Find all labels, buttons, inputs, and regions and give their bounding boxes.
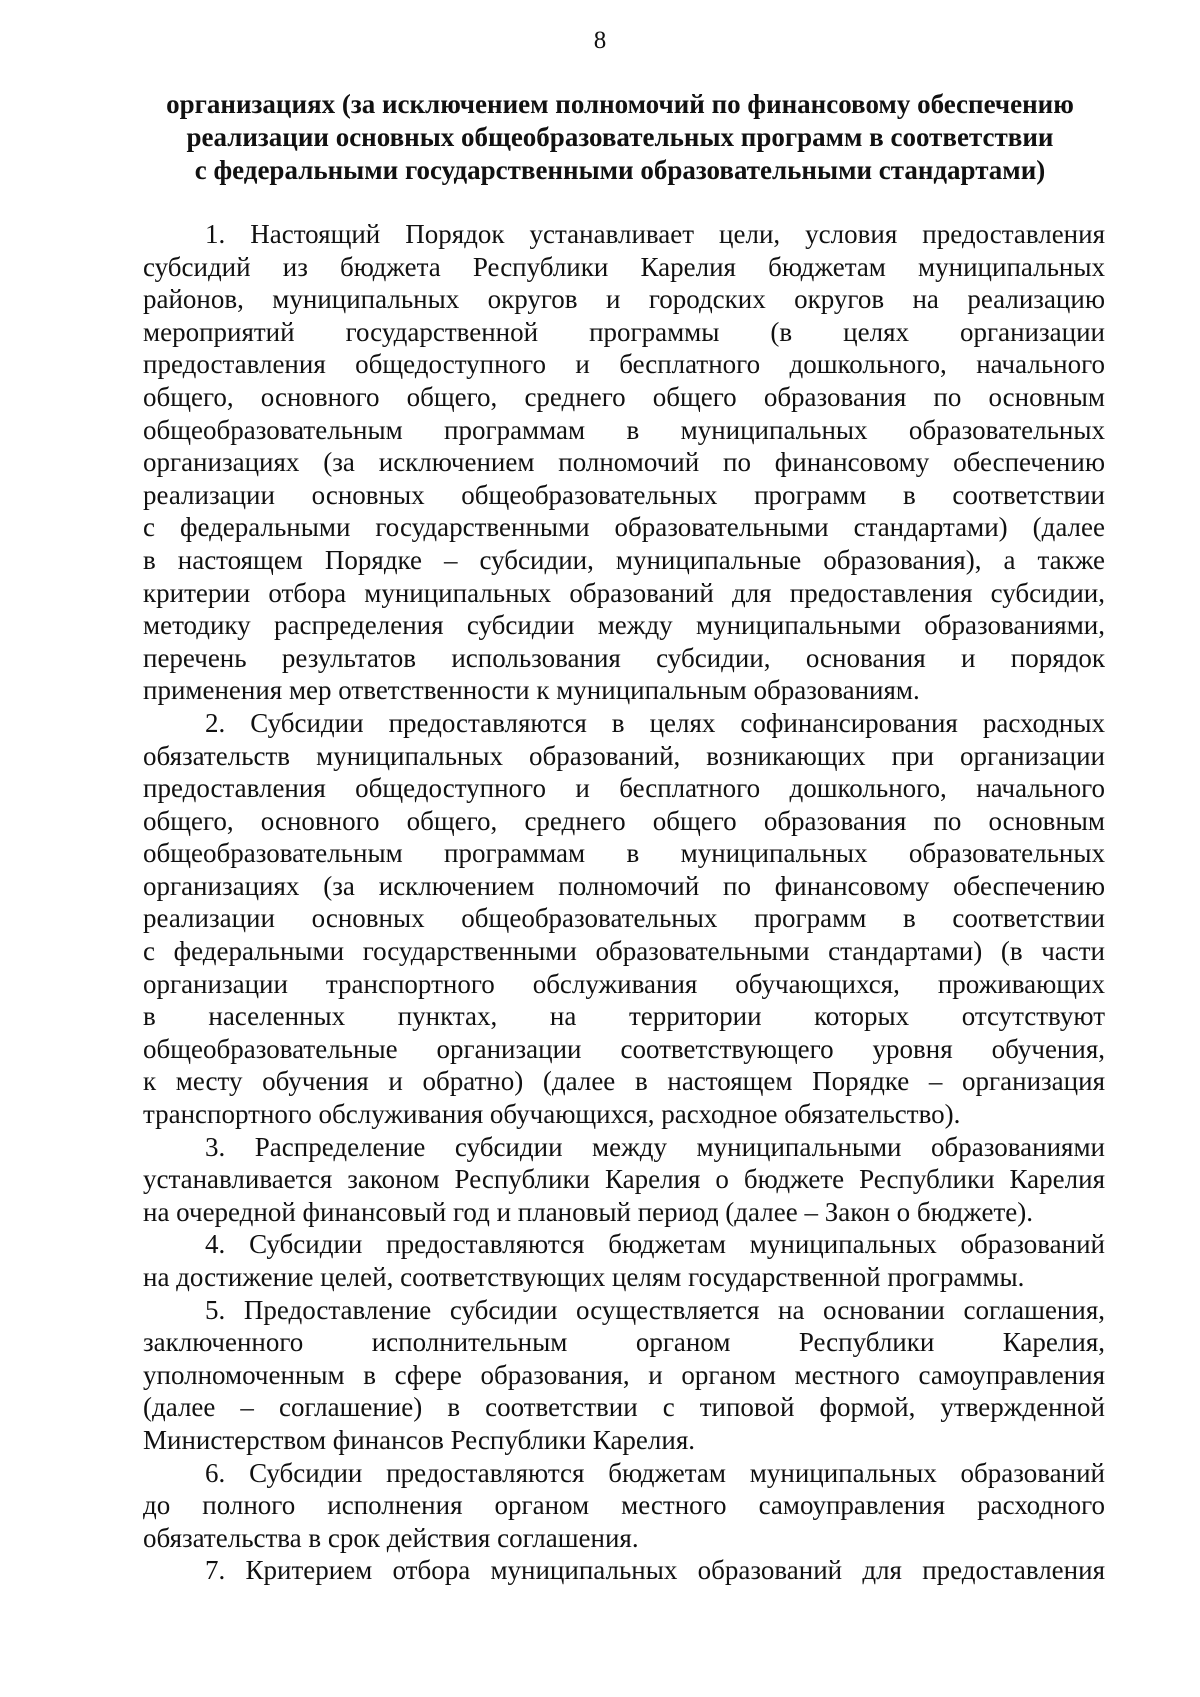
text-line: методику распределения субсидии между муниципальными образованиями,: [143, 610, 1105, 641]
section-heading: [140, 88, 1100, 187]
text-line: мероприятий государственной программы (в целях организации: [143, 316, 1105, 347]
text-line: на очередной финансовый год и плановый период (далее – Закон о бюджете).: [143, 1196, 1033, 1227]
page-number: 8: [593, 27, 607, 54]
text-line: общеобразовательные организации соответствующего уровня обучения,: [143, 1033, 1105, 1064]
text-line: критерии отбора муниципальных образований для предоставления субсидии,: [143, 577, 1105, 608]
heading-line: организациях (за исключением полномочий по финансовому обеспечению: [166, 89, 1074, 119]
paragraph-6: [143, 1457, 1105, 1555]
paragraph-5: [143, 1294, 1105, 1457]
text-line: районов, муниципальных округов и городских округов на реализацию: [143, 284, 1105, 315]
text-line: предоставления общедоступного и бесплатного дошкольного, начального: [143, 349, 1105, 380]
document-body: [143, 218, 1105, 1587]
text-line: 5. Предоставление субсидии осуществляется на основании соглашения,: [205, 1294, 1105, 1325]
paragraph-2: [143, 707, 1105, 1131]
text-line: (далее – соглашение) в соответствии с типовой формой, утвержденной: [143, 1392, 1105, 1423]
text-line: организации транспортного обслуживания обучающихся, проживающих: [143, 968, 1105, 999]
paragraph-7: [143, 1554, 1105, 1587]
paragraph-1: [143, 218, 1105, 707]
text-line: заключенного исполнительным органом Республики Карелия,: [143, 1327, 1105, 1358]
text-line: устанавливается законом Республики Карелия о бюджете Республики Карелия: [143, 1164, 1105, 1195]
text-line: 6. Субсидии предоставляются бюджетам муниципальных образований: [205, 1457, 1105, 1488]
text-line: в населенных пунктах, на территории которых отсутствуют: [143, 1001, 1105, 1032]
text-line: к месту обучения и обратно) (далее в настоящем Порядке – организация: [143, 1066, 1105, 1097]
text-line: обязательства в срок действия соглашения.: [143, 1522, 639, 1553]
text-line: с федеральными государственными образовательными стандартами) (далее: [143, 512, 1105, 543]
text-line: реализации основных общеобразовательных программ в соответствии: [143, 479, 1105, 510]
text-line: 1. Настоящий Порядок устанавливает цели, условия предоставления: [205, 219, 1105, 249]
text-line: предоставления общедоступного и бесплатного дошкольного, начального: [143, 773, 1105, 804]
text-line: общеобразовательным программам в муниципальных образовательных: [143, 838, 1105, 869]
text-line: 7. Критерием отбора муниципальных образований для предоставления: [205, 1555, 1105, 1586]
text-line: перечень результатов использования субсидии, основания и порядок: [143, 642, 1105, 673]
text-line: общего, основного общего, среднего общего образования по основным: [143, 381, 1105, 412]
text-line: на достижение целей, соответствующих целям государственной программы.: [143, 1262, 1025, 1292]
text-line: 4. Субсидии предоставляются бюджетам муниципальных образований: [205, 1229, 1105, 1260]
heading-line: с федеральными государственными образовательными стандартами): [194, 155, 1046, 185]
text-line: общего, основного общего, среднего общего образования по основным: [143, 805, 1105, 836]
text-line: уполномоченным в сфере образования, и органом местного самоуправления: [143, 1359, 1105, 1390]
text-line: до полного исполнения органом местного самоуправления расходного: [143, 1490, 1105, 1521]
text-line: 3. Распределение субсидии между муниципальными образованиями: [205, 1131, 1105, 1162]
text-line: транспортного обслуживания обучающихся, расходное обязательство).: [143, 1099, 961, 1130]
heading-line: реализации основных общеобразовательных программ в соответствии: [186, 122, 1054, 152]
text-line: с федеральными государственными образовательными стандартами) (в части: [143, 936, 1105, 967]
text-line: в настоящем Порядке – субсидии, муниципальные образования), а также: [143, 544, 1105, 575]
text-line: организациях (за исключением полномочий по финансовому обеспечению: [143, 447, 1105, 478]
paragraph-3: [143, 1131, 1105, 1229]
text-line: применения мер ответственности к муниципальным образованиям.: [143, 675, 920, 706]
text-line: общеобразовательным программам в муниципальных образовательных: [143, 414, 1105, 445]
text-line: 2. Субсидии предоставляются в целях софинансирования расходных: [205, 707, 1105, 738]
text-line: субсидий из бюджета Республики Карелия бюджетам муниципальных: [143, 251, 1105, 282]
text-line: Министерством финансов Республики Карелия.: [143, 1424, 696, 1455]
text-line: реализации основных общеобразовательных программ в соответствии: [143, 903, 1105, 934]
text-line: обязательств муниципальных образований, возникающих при организации: [143, 740, 1105, 771]
text-line: организациях (за исключением полномочий по финансовому обеспечению: [143, 870, 1105, 901]
paragraph-4: [143, 1228, 1105, 1293]
